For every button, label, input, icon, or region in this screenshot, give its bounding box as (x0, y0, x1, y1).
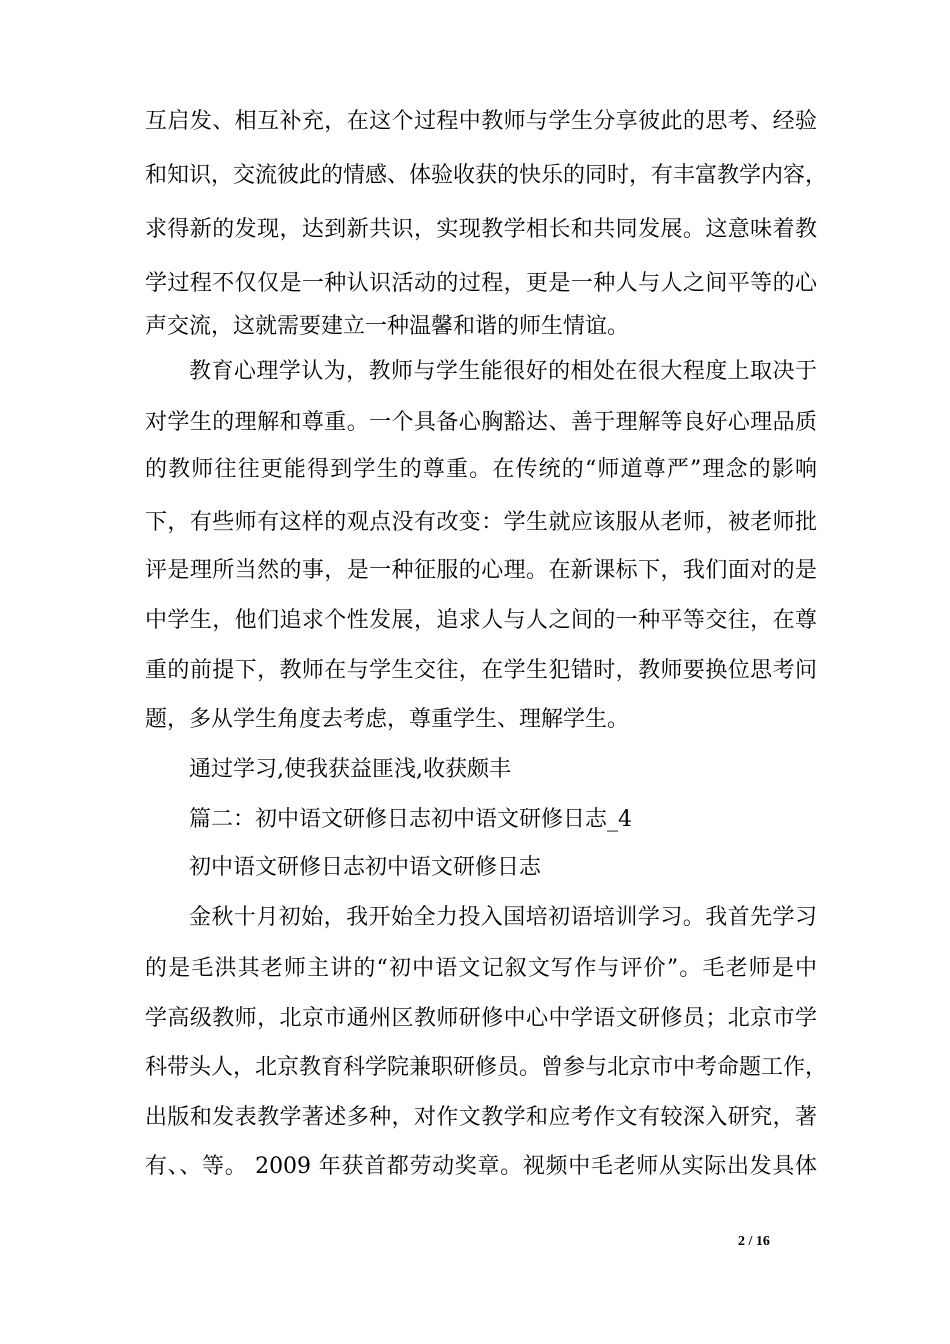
text-line: 出版和发表教学著述多种，对作文教学和应考作文有较深入研究，著 (145, 1105, 817, 1130)
text-line: 对学生的理解和尊重。一个具备心胸豁达、善于理解等良好心理品质 (145, 410, 817, 435)
text-line: 题，多从学生角度去考虑，尊重学生、理解学生。 (145, 707, 630, 732)
text-line: 求得新的发现，达到新共识，实现教学相长和共同发展。这意味着教 (145, 217, 817, 242)
text-line: 学高级教师，北京市通州区教师研修中心中学语文研修员；北京市学 (145, 1006, 817, 1031)
text-line: 通过学习,使我获益匪浅,收获颇丰 (189, 757, 511, 782)
text-line: 下，有些师有这样的观点没有改变：学生就应该服从老师，被老师批 (145, 510, 817, 535)
section-heading: 篇二：初中语文研修日志初中语文研修日志_4 (189, 807, 632, 832)
text-line: 互启发、相互补充，在这个过程中教师与学生分享彼此的思考、经验 (145, 109, 817, 134)
page-number: 2 / 16 (738, 1234, 770, 1249)
text-line: 教育心理学认为，教师与学生能很好的相处在很大程度上取决于 (189, 359, 817, 384)
text-line: 中学生，他们追求个性发展，追求人与人之间的一种平等交往，在尊 (145, 608, 817, 633)
text-line: 重的前提下，教师在与学生交往，在学生犯错时，教师要换位思考问 (145, 658, 817, 683)
text-line: 和知识，交流彼此的情感、体验收获的快乐的同时，有丰富教学内容， (145, 163, 828, 188)
text-line: 评是理所当然的事，是一种征服的心理。在新课标下，我们面对的是 (145, 558, 817, 583)
text-line: 有、、等。 2009 年获首都劳动奖章。视频中毛老师从实际出发具体 (145, 1154, 817, 1179)
text-line: 学过程不仅仅是一种认识活动的过程，更是一种人与人之间平等的心 (145, 271, 817, 296)
text-line: 声交流，这就需要建立一种温馨和谐的师生情谊。 (145, 314, 630, 339)
text-line: 金秋十月初始，我开始全力投入国培初语培训学习。我首先学习 (189, 905, 817, 930)
section-subtitle: 初中语文研修日志初中语文研修日志 (189, 855, 542, 880)
text-line: 的教师往往更能得到学生的尊重。在传统的“师道尊严”理念的影响 (145, 457, 817, 482)
text-line: 科带头人，北京教育科学院兼职研修员。曾参与北京市中考命题工作， (145, 1055, 828, 1080)
text-line: 的是毛洪其老师主讲的“初中语文记叙文写作与评价”。毛老师是中 (145, 956, 817, 981)
